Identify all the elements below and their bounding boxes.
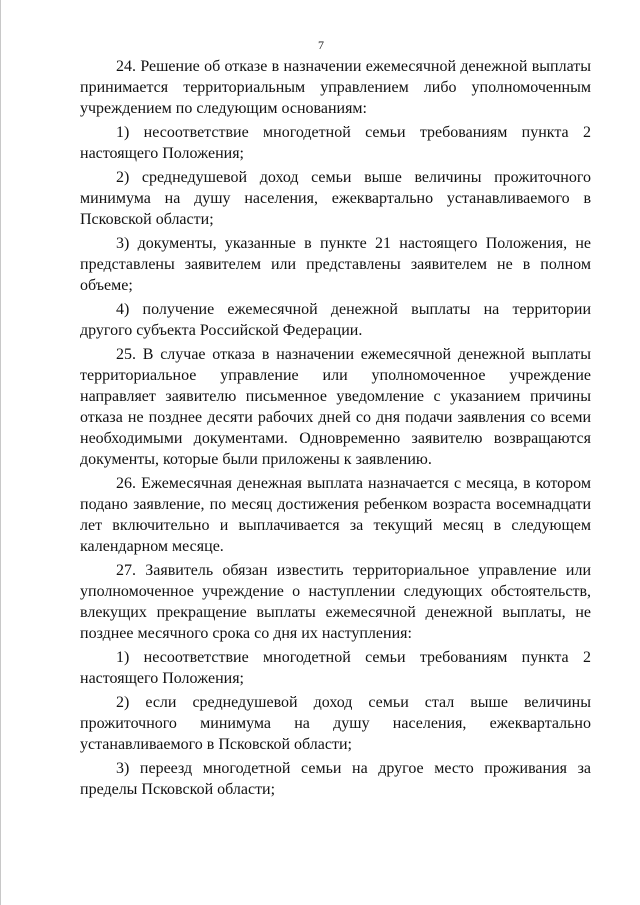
paragraph-24: 24. Решение об отказе в назначении ежемесячной денежной выплаты принимается территориальным управлением либо уполномоченным учреждением по следующим основаниям: (80, 58, 591, 117)
paragraph-24-item-1: 1) несоответствие многодетной семьи требованиям пункта 2 настоящего Положения; (80, 124, 591, 162)
paragraph-27-item-3: 3) переезд многодетной семьи на другое место проживания за пределы Псковской области; (80, 760, 591, 798)
paragraph-24-item-2: 2) среднедушевой доход семьи выше величины прожиточного минимума на душу населения, ежеквартально устанавливаемого в Псковской области; (80, 169, 591, 228)
page-number: 7 (318, 38, 324, 52)
paragraph-24-item-3: 3) документы, указанные в пункте 21 настоящего Положения, не представлены заявителем или представлены заявителем не в полном объеме; (80, 235, 591, 294)
paragraph-27-item-2: 2) если среднедушевой доход семьи стал выше величины прожиточного минимума на душу населения, ежеквартально устанавливаемого в Псковской области; (80, 694, 591, 753)
paragraph-25: 25. В случае отказа в назначении ежемесячной денежной выплаты территориальное управление или уполномоченное учреждение направляет заявителю письменное уведомление с указанием причины отказа не позднее десяти рабочих дней со дня подачи заявления со всеми необходимыми документами. Одновременно заявителю возвращаются документы, которые были приложены к заявлению. (80, 346, 591, 468)
paragraph-26: 26. Ежемесячная денежная выплата назначается с месяца, в котором подано заявление, по месяц достижения ребенком возраста восемнадцати лет включительно и выплачивается за текущий месяц в следующем календарном месяце. (80, 475, 591, 555)
document-body (80, 56, 591, 802)
paragraph-24-item-4: 4) получение ежемесячной денежной выплаты на территории другого субъекта Российской Федерации. (80, 301, 591, 339)
paragraph-27: 27. Заявитель обязан известить территориальное управление или уполномоченное учреждение о наступлении следующих обстоятельств, влекущих прекращение выплаты ежемесячной денежной выплаты, не позднее месячного срока со дня их наступления: (80, 562, 591, 642)
paragraph-27-item-1: 1) несоответствие многодетной семьи требованиям пункта 2 настоящего Положения; (80, 649, 591, 687)
